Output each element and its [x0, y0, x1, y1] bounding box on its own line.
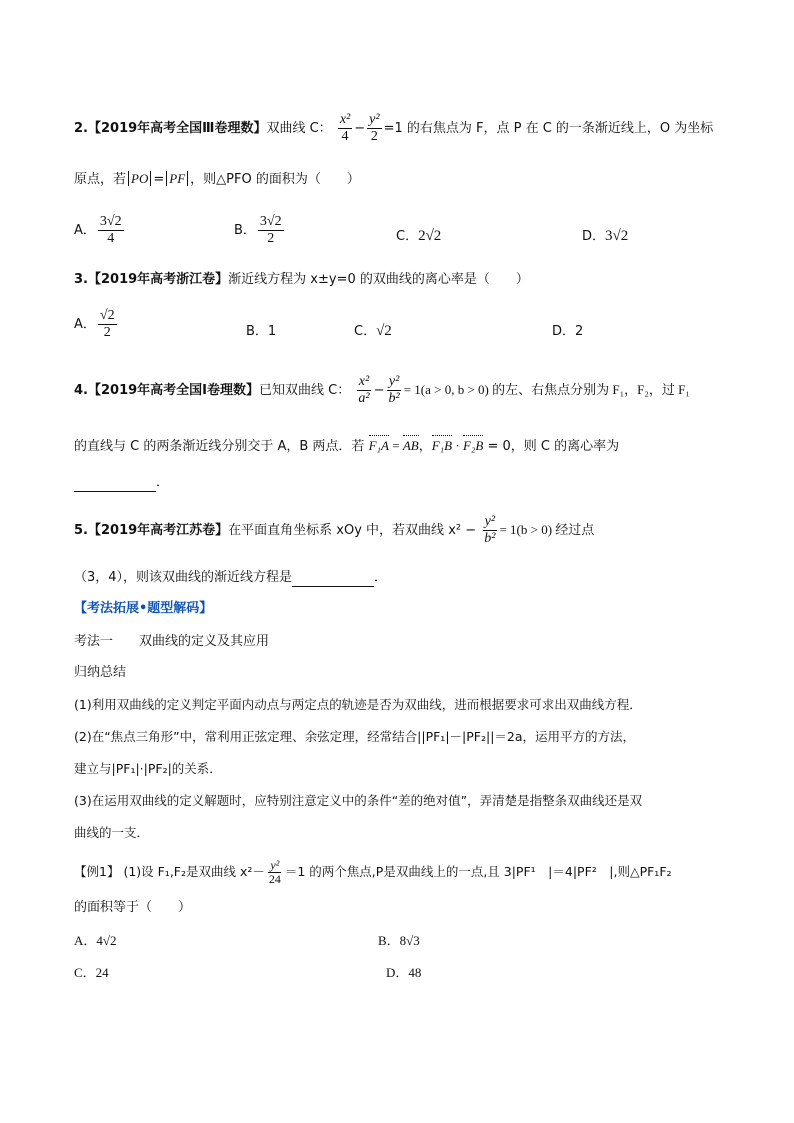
- question-4-tag: 4.【2019年高考全国Ⅰ卷理数】: [74, 383, 260, 398]
- question-2-text: 双曲线 C：: [266, 121, 332, 136]
- answer-blank-q4[interactable]: [74, 475, 156, 492]
- example-1-line-2: 的面积等于（ ）: [74, 900, 192, 915]
- q2-option-c[interactable]: C．2√2: [396, 228, 442, 244]
- question-4-line-3: ．: [74, 474, 169, 492]
- vector-f1b: F₁B: [431, 438, 453, 453]
- example-option-c[interactable]: C．24: [74, 965, 109, 980]
- question-3-tag: 3.【2019年高考浙江卷】: [74, 272, 229, 287]
- answer-blank-q5[interactable]: [292, 570, 374, 587]
- summary-item-1: (1)利用双曲线的定义判定平面内动点与两定点的轨迹是否为双曲线，进而根据要求可求出双曲线方程．: [74, 697, 642, 712]
- abs-pf: PF: [166, 171, 188, 186]
- fraction-x2-over-a2: $\frac{\text{x²}}{\text{a²}}$: [358, 374, 370, 406]
- question-2-line-1: 2.【2019年高考全国Ⅲ卷理数】双曲线 C： $\frac{\text{x²}}{4}$ − $\frac{\text{y²}}{2}$ =1 的右焦点为 F，点 P 在 C 的一条渐近线上，O 为坐标: [74, 112, 714, 144]
- q2-option-a[interactable]: A． $\frac{3√2}{4}$: [74, 214, 122, 246]
- question-2-text-2: =1 的右焦点为 F，点 P 在 C 的一条渐近线上，O 为坐标: [383, 121, 714, 136]
- q3-option-d[interactable]: D．2: [552, 324, 584, 339]
- question-3-text: 渐近线方程为 x±y=0 的双曲线的离心率是（ ）: [228, 272, 529, 287]
- question-5-line-1: 5.【2019年高考江苏卷】在平面直角坐标系 xOy 中，若双曲线 x² − $\frac{\text{y²}}{\text{b²}}$ = 1(b > 0) 经过点: [74, 514, 595, 546]
- question-2-tag: 2.【2019年高考全国Ⅲ卷理数】: [74, 121, 267, 136]
- q3-option-b[interactable]: B．1: [246, 324, 277, 339]
- fraction-y2-over-2: $\frac{\text{y²}}{2}$: [369, 112, 380, 144]
- fraction-y2-over-b2-q5: $\frac{\text{y²}}{\text{b²}}$: [484, 514, 496, 546]
- question-5-tag: 5.【2019年高考江苏卷】: [74, 523, 229, 538]
- summary-item-2-line-1: (2)在“焦点三角形”中，常利用正弦定理、余弦定理，经常结合||PF₁|－|PF₂||＝2a，运用平方的方法，: [74, 729, 636, 744]
- question-2-line-2: 原点，若 PO = PF ，则△PFO 的面积为（ ）: [74, 171, 360, 187]
- fraction-y2-over-b2: $\frac{\text{y²}}{\text{b²}}$: [388, 374, 400, 406]
- summary-title: 归纳总结: [74, 665, 127, 680]
- q2-option-d[interactable]: D．3√2: [582, 228, 629, 244]
- summary-item-2-line-2: 建立与|PF₁|·|PF₂|的关系．: [74, 761, 222, 776]
- section-heading: 【考法拓展•题型解码】: [74, 601, 213, 616]
- example-1-line-1: 【例1】 (1)设 F₁,F₂是双曲线 x²－ $\frac{\text{y²}}{24}$ ＝1 的两个焦点,P是双曲线上的一点,且 3|PF¹ |＝4|PF² |,则△PF₁F₂: [74, 858, 672, 886]
- abs-po: PO: [128, 171, 151, 186]
- q3-option-c[interactable]: C．√2: [354, 323, 392, 339]
- fraction-y2-over-24: $\frac{\text{y²}}{24}$: [268, 858, 281, 886]
- example-option-a[interactable]: A．4√2: [74, 933, 117, 948]
- vector-ab: AB: [402, 438, 419, 453]
- question-5-line-2: （3，4），则该双曲线的渐近线方程是 ．: [74, 570, 388, 585]
- vector-f1a: F₁A: [368, 438, 389, 453]
- question-3-line-1: [74, 271, 529, 289]
- question-4-line-2: 的直线与 C 的两条渐近线分别交于 A，B 两点．若 F₁A = AB，F₁B · F₂B = 0，则 C 的离心率为: [74, 438, 620, 454]
- example-option-b[interactable]: B．8√3: [378, 933, 420, 948]
- q2-option-b[interactable]: B． $\frac{3√2}{2}$: [234, 214, 282, 246]
- example-option-d[interactable]: D．48: [386, 965, 422, 980]
- summary-item-3-line-2: 曲线的一支．: [74, 825, 150, 840]
- fraction-x2-over-4: $\frac{\text{x²}}{4}$: [339, 112, 351, 144]
- method-title: 考法一 双曲线的定义及其应用: [74, 634, 270, 649]
- question-4-line-1: 4.【2019年高考全国Ⅰ卷理数】已知双曲线 C： $\frac{\text{x²}}{\text{a²}}$ − $\frac{\text{y²}}{\text{b²}}$ = 1(a > 0, b > 0) 的左、右焦点分别为 F₁，F₂，过 F₁: [74, 374, 690, 406]
- summary-item-3-line-1: (3)在运用双曲线的定义解题时，应特别注意定义中的条件“差的绝对值”，弄清楚是指整条双曲线还是双: [74, 793, 643, 808]
- example-tag: 【例1】: [74, 864, 120, 879]
- q3-option-a[interactable]: A． $\frac{√2}{2}$: [74, 308, 115, 340]
- vector-f2b: F₂B: [462, 438, 484, 453]
